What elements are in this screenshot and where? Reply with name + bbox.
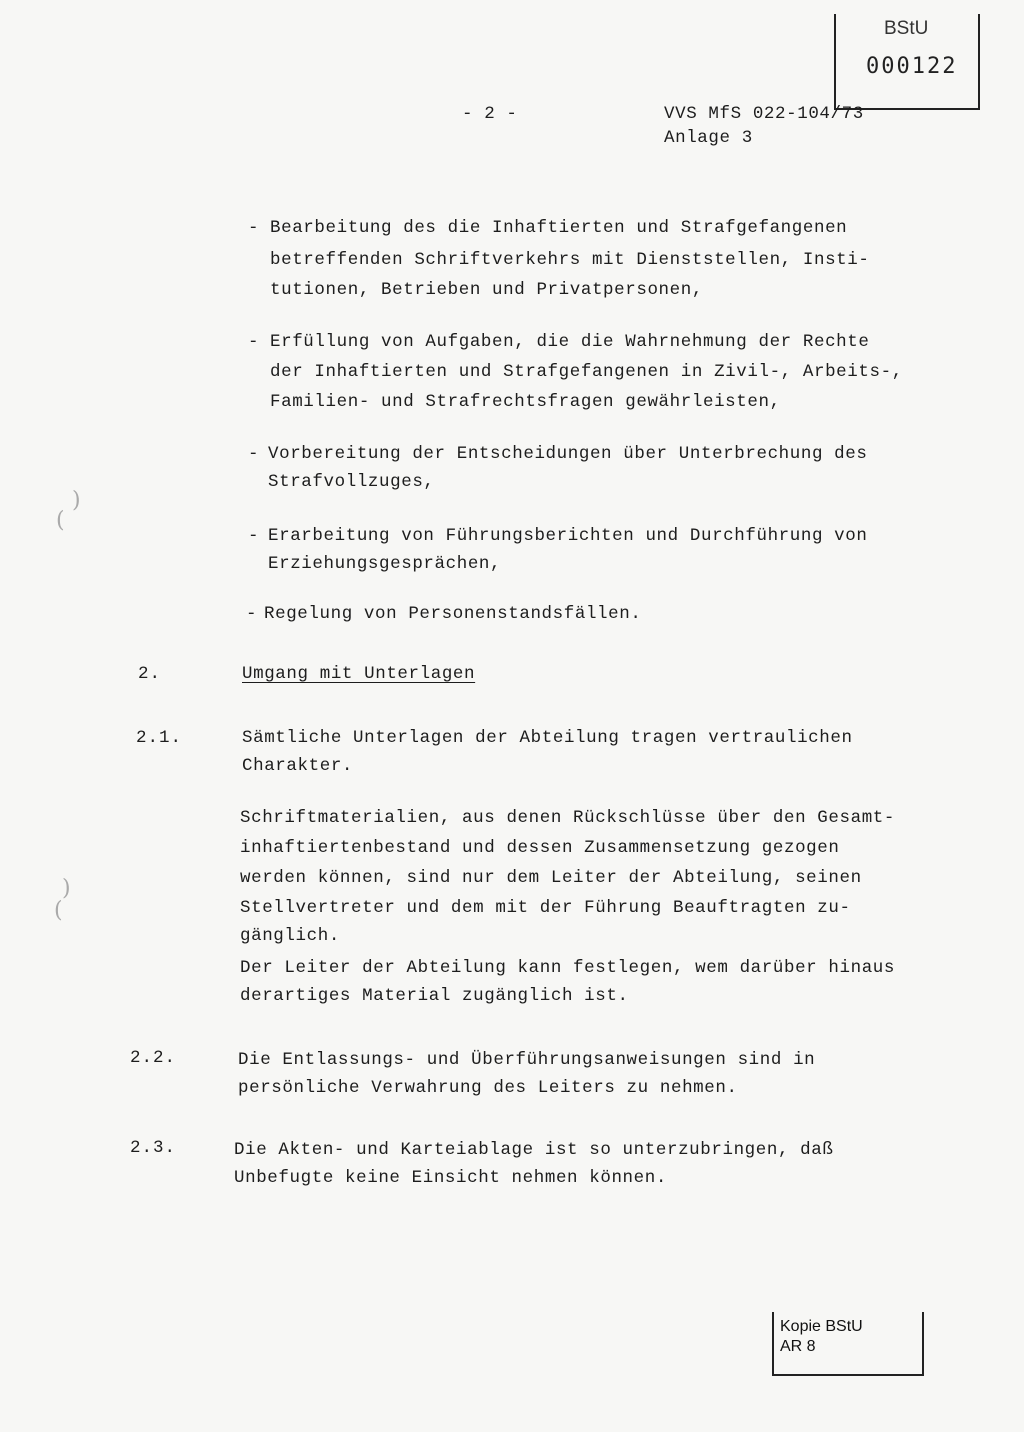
sub21-para1-line-2: Charakter. — [242, 756, 354, 776]
bullet-dash: - — [248, 332, 259, 352]
subsection-number: 2.2. — [130, 1048, 177, 1068]
bullet-1-line-1: Bearbeitung des die Inhaftierten und Strafgefangenen — [270, 218, 848, 238]
document-reference: VVS MfS 022-104/73 — [664, 104, 864, 124]
bullet-3-line-2: Strafvollzuges, — [268, 472, 435, 492]
stamp-code: 000122 — [866, 54, 958, 79]
bullet-dash: - — [246, 604, 257, 624]
stamp-label: BStU — [884, 18, 929, 39]
sub21-para2-line-6: Der Leiter der Abteilung kann festlegen, wem darüber hinaus — [240, 958, 896, 978]
bullet-2-line-1: Erfüllung von Aufgaben, die die Wahrnehmung der Rechte — [270, 332, 870, 352]
sub21-para2-line-7: derartiges Material zugänglich ist. — [240, 986, 629, 1006]
bullet-4-line-1: Erarbeitung von Führungsberichten und Durchführung von — [268, 526, 868, 546]
sub23-line-1: Die Akten- und Karteiablage ist so unterzubringen, daß — [234, 1140, 834, 1160]
section-title: Umgang mit Unterlagen — [242, 664, 476, 684]
sub22-line-1: Die Entlassungs- und Überführungsanweisungen sind in — [238, 1050, 816, 1070]
sub22-line-2: persönliche Verwahrung des Leiters zu nehmen. — [238, 1078, 738, 1098]
bullet-4-line-2: Erziehungsgesprächen, — [268, 554, 502, 574]
punch-hole-mark: ) — [62, 876, 71, 901]
sub21-para2-line-4: Stellvertreter und dem mit der Führung Beauftragten zu- — [240, 898, 851, 918]
punch-hole-mark: ) — [72, 488, 81, 513]
bullet-dash: - — [248, 218, 259, 238]
copy-stamp-line-2: AR 8 — [780, 1338, 816, 1355]
bullet-dash: - — [248, 526, 259, 546]
sub21-para2-line-1: Schriftmaterialien, aus denen Rückschlüsse über den Gesamt- — [240, 808, 896, 828]
section-number: 2. — [138, 664, 162, 684]
copy-stamp-line-1: Kopie BStU — [780, 1318, 863, 1335]
bullet-2-line-3: Familien- und Strafrechtsfragen gewährleisten, — [270, 392, 781, 412]
bullet-dash: - — [248, 444, 259, 464]
bullet-2-line-2: der Inhaftierten und Strafgefangenen in Zivil-, Arbeits-, — [270, 362, 903, 382]
sub21-para2-line-5: gänglich. — [240, 926, 340, 946]
bullet-5-line-1: Regelung von Personenstandsfällen. — [264, 604, 642, 624]
document-annex: Anlage 3 — [664, 128, 753, 148]
bullet-3-line-1: Vorbereitung der Entscheidungen über Unterbrechung des — [268, 444, 868, 464]
page-number: - 2 - — [462, 104, 518, 124]
punch-hole-mark: ( — [54, 898, 63, 923]
sub21-para1-line-1: Sämtliche Unterlagen der Abteilung tragen vertraulichen — [242, 728, 853, 748]
copy-stamp — [772, 1312, 924, 1376]
archive-stamp — [834, 14, 980, 110]
punch-hole-mark: ( — [56, 508, 65, 533]
sub21-para2-line-3: werden können, sind nur dem Leiter der Abteilung, seinen — [240, 868, 862, 888]
subsection-number: 2.3. — [130, 1138, 177, 1158]
bullet-1-line-2: betreffenden Schriftverkehrs mit Dienststellen, Insti- — [270, 250, 870, 270]
subsection-number: 2.1. — [136, 728, 183, 748]
sub21-para2-line-2: inhaftiertenbestand und dessen Zusammensetzung gezogen — [240, 838, 840, 858]
bullet-1-line-3: tutionen, Betrieben und Privatpersonen, — [270, 280, 703, 300]
sub23-line-2: Unbefugte keine Einsicht nehmen können. — [234, 1168, 667, 1188]
